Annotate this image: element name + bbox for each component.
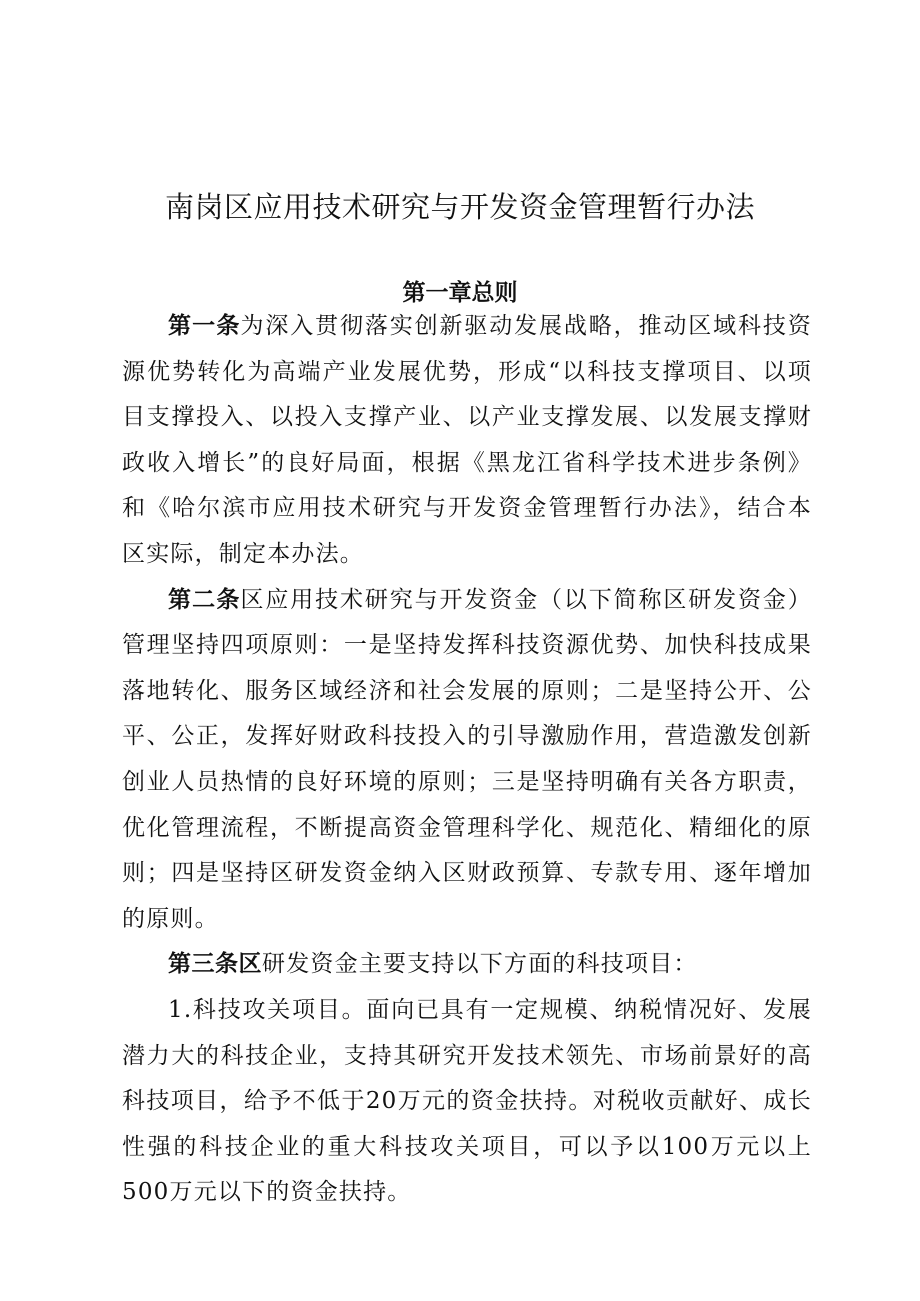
article-text: 区应用技术研究与开发资金（以下简称区研发资金）管理坚持四项原则：一是坚持发挥科技资源优势、加快科技成果落地转化、服务区域经济和社会发展的原则；二是坚持公开、公平、公正，发挥好财政科技投入的引导激励作用，营造激发创新创业人员热情的良好环境的原则；三是坚持明确有关各方职责，优化管理流程，不断提高资金管理科学化、规范化、精细化的原则；四是坚持区研发资金纳入区财政预算、专款专用、逐年增加的原则。: [122, 586, 812, 932]
article-text: 为深入贯彻落实创新驱动发展战略，推动区域科技资源优势转化为高端产业发展优势，形成“以科技支撑项目、以项目支撑投入、以投入支撑产业、以产业支撑发展、以发展支撑财政收入增长”的良好局面，根据《黑龙江省科学技术进步条例》和《哈尔滨市应用技术研究与开发资金管理暂行办法》，结合本区实际，制定本办法。: [122, 313, 812, 567]
document-body: [122, 304, 812, 1216]
document-title: 南岗区应用技术研究与开发资金管理暂行办法: [164, 190, 755, 225]
article-3: [122, 942, 812, 988]
list-item: 1.科技攻关项目。面向已具有一定规模、纳税情况好、发展潜力大的科技企业，支持其研究开发技术领先、市场前景好的高科技项目，给予不低于20万元的资金扶持。对税收贡献好、成长性强的科技企业的重大科技攻关项目，可以予以100万元以上500万元以下的资金扶持。: [122, 996, 812, 1206]
article-label: 第一条: [168, 313, 241, 339]
article-text: 研发资金主要支持以下方面的科技项目：: [262, 951, 698, 978]
article-2: [122, 578, 812, 943]
article-1: [122, 304, 812, 578]
article-label: 第二条: [168, 586, 241, 613]
chapter-title: 第一章总则: [402, 280, 518, 307]
article-label: 第三条区: [168, 951, 262, 978]
